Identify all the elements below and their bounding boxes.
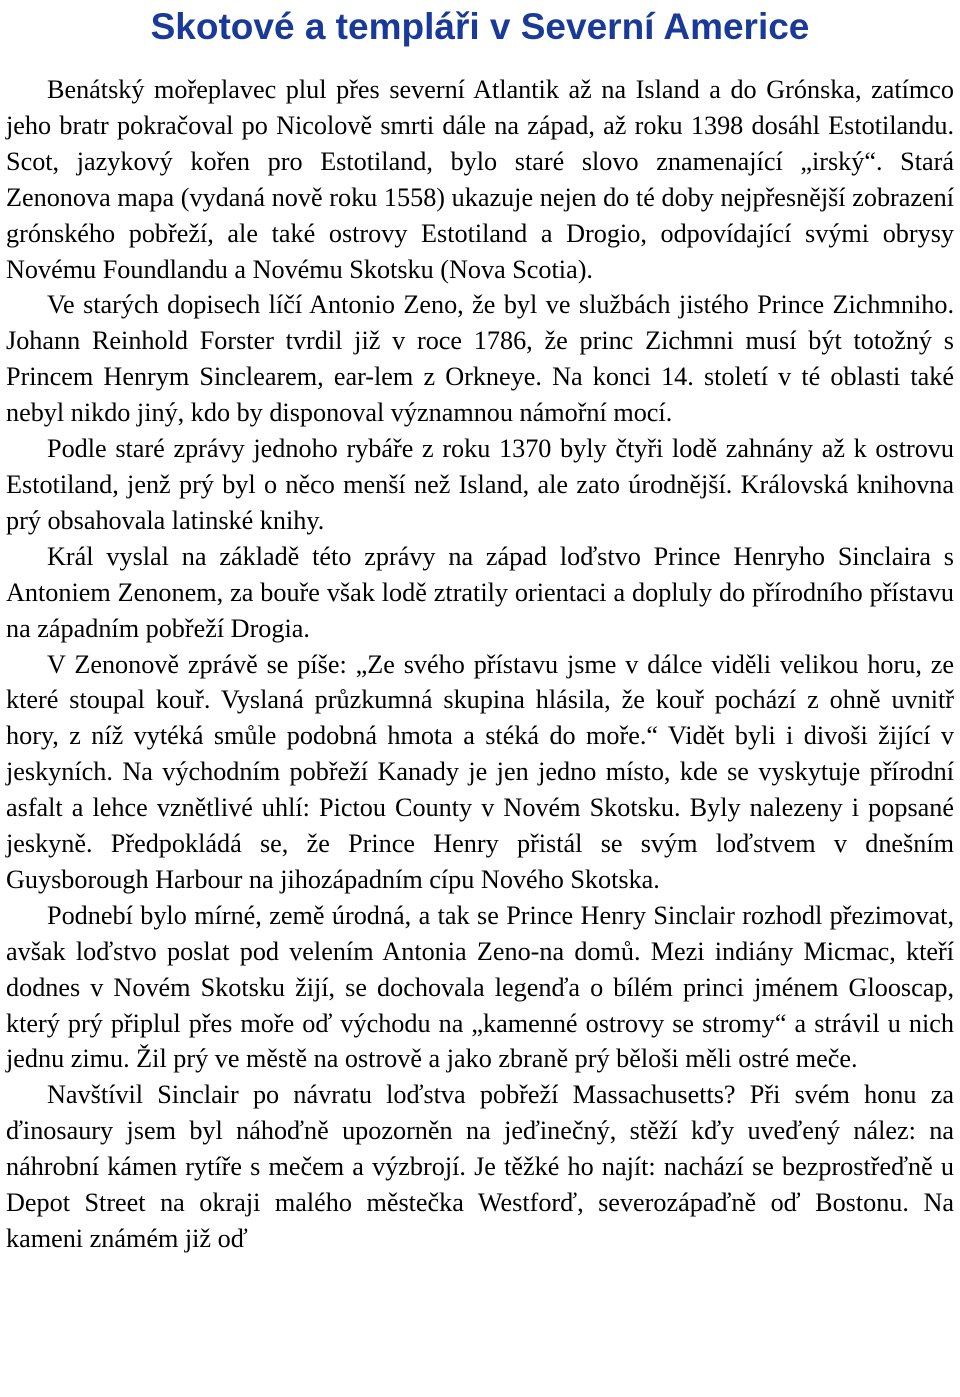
paragraph-2: Ve starých dopisech líčí Antonio Zeno, že byl ve službách jistého Prince Zichmniho. Johann Reinhold Forster tvrdil již v roce 1786, že princ Zichmni musí být totožný s Princem Henrym Sinclearem, ear-lem z Orkneye. Na konci 14. století v té oblasti také nebyl nikdo jiný, kdo by disponoval významnou námořní mocí. (6, 290, 954, 428)
paragraph-3: Podle staré zprávy jednoho rybáře z roku 1370 byly čtyři lodě zahnány až k ostrovu Estotiland, jenž prý byl o něco menší než Island, ale zato úrodnější. Královská knihovna prý obsahovala latinské knihy. (6, 434, 954, 535)
paragraph-1: Benátský mořeplavec plul přes severní Atlantik až na Island a do Grónska, zatímco jeho bratr pokračoval po Nicolově smrti dále na západ, až roku 1398 dosáhl Estotilandu. Scot, jazykový kořen pro Estotiland, bylo staré slovo znamenající „irský“. Stará Zenonova mapa (vydaná nově roku 1558) ukazuje nejen do té doby nejpřesnější zobrazení grónského pobřeží, ale také ostrovy Estotiland a Drogio, odpovídající svými obrysy Novému Foundlandu a Novému Skotsku (Nova Scotia). (6, 75, 954, 284)
paragraph-4: Král vyslal na základě této zprávy na západ loďstvo Prince Henryho Sinclaira s Antoniem Zenonem, za bouře však lodě ztratily orientaci a dopluly do přírodního přístavu na západním pobřeží Drogia. (6, 541, 954, 643)
paragraph-7: Navštívil Sinclair po návratu loďstva pobřeží Massachusetts? Při svém honu za ďinosaury jsem byl náhoďně upozorněn na jeďinečný, stěží kďy uveďený nález: na náhrobní kámen rytíře s mečem a výzbrojí. Je těžké ho najít: nachází se bezprostřeďně u Depot Street na okraji malého městečka Westforď, severozápaďně oď Bostonu. Na kameni známém již oď (6, 1080, 954, 1253)
article-body (6, 72, 954, 1257)
paragraph-6: Podnebí bylo mírné, země úrodná, a tak se Prince Henry Sinclair rozhodl přezimovat, avšak loďstvo poslat pod velením Antonia Zeno-na domů. Mezi indiány Micmac, kteří dodnes v Novém Skotsku žijí, se dochovala legenďa o bílém princi jménem Glooscap, který prý připlul přes moře oď východu na „kamenné ostrovy se stromy“ a strávil u nich jednu zimu. Žil prý ve městě na ostrově a jako zbraně prý běloši měli ostré meče. (6, 900, 954, 1074)
page-title: Skotové a templáři v Severní Americe (150, 6, 810, 47)
paragraph-5: V Zenonově zprávě se píše: „Ze svého přístavu jsme v dálce viděli velikou horu, ze které stoupal kouř. Vyslaná průzkumná skupina hlásila, že kouř pochází z ohně uvnitř hory, z níž vytéká smůle podobná hmota a stéká do moře.“ Vidět byli i divoši žijící v jeskyních. Na východním pobřeží Kanady je jen jedno místo, kde se vyskytuje přírodní asfalt a lehce vznětlivé uhlí: Pictou County v Novém Skotsku. Byly nalezeny i popsané jeskyně. Předpokládá se, že Prince Henry přistál se svým loďstvem v dnešním Guysborough Harbour na jihozápadním cípu Nového Skotska. (6, 649, 954, 894)
